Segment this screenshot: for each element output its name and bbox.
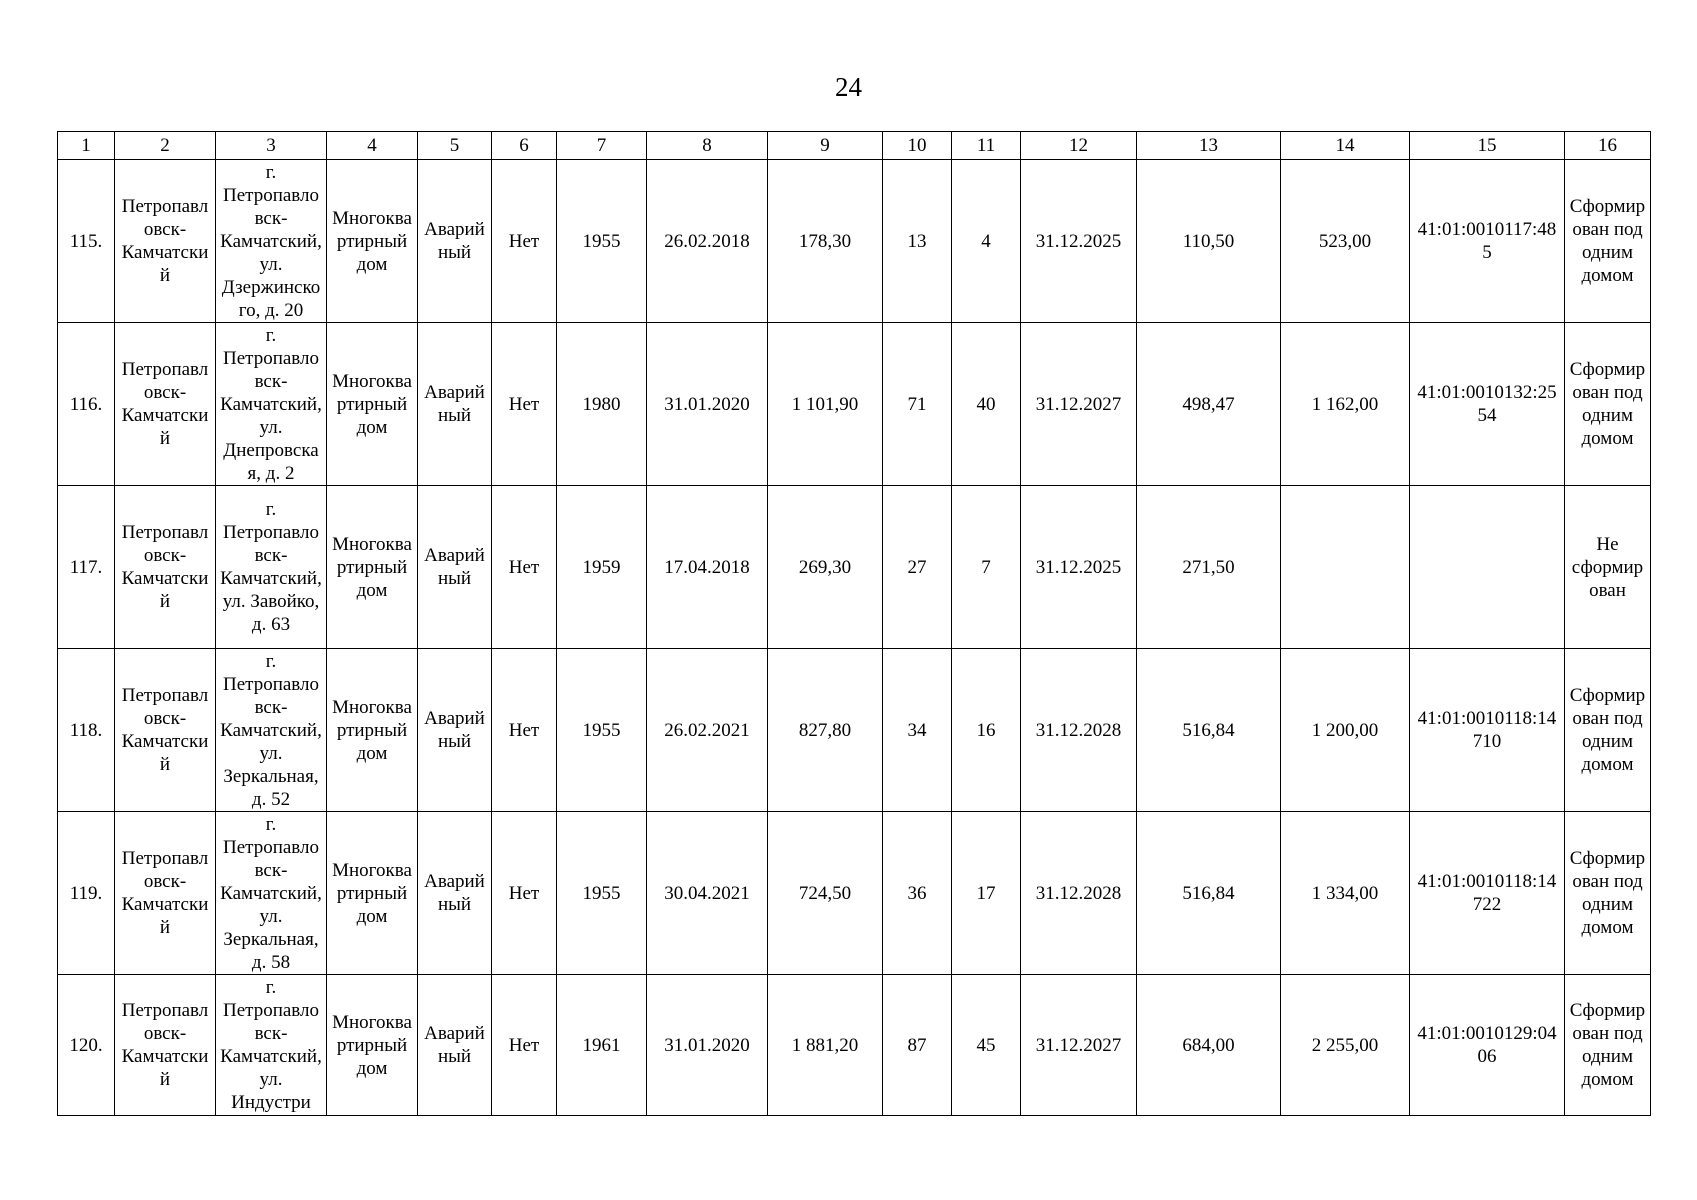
column-number-cell: 6	[492, 132, 557, 160]
column-number-cell: 16	[1565, 132, 1651, 160]
city-cell: Петропавловск-Камчатский	[115, 812, 216, 975]
column-11-cell: 45	[952, 975, 1021, 1116]
building-type-cell: Многоквартирный дом	[327, 486, 418, 649]
cadastral-number-cell: 41:01:0010118:14722	[1410, 812, 1565, 975]
column-11-cell: 16	[952, 649, 1021, 812]
column-10-cell: 36	[883, 812, 952, 975]
deadline-cell: 31.12.2028	[1021, 649, 1137, 812]
year-built-cell: 1980	[557, 323, 647, 486]
column-number-cell: 7	[557, 132, 647, 160]
recognition-date-cell: 30.04.2021	[647, 812, 768, 975]
table-row	[58, 486, 1651, 649]
housing-register-table	[57, 131, 1651, 1116]
column-number-cell: 4	[327, 132, 418, 160]
column-14-cell: 1 162,00	[1281, 323, 1410, 486]
address-cell: г. Петропавловск-Камчатский, ул. Зеркальная, д. 52	[216, 649, 327, 812]
row-number-cell: 118.	[58, 649, 115, 812]
column-6-cell: Нет	[492, 486, 557, 649]
column-number-cell: 3	[216, 132, 327, 160]
column-11-cell: 4	[952, 160, 1021, 323]
area-cell: 178,30	[768, 160, 883, 323]
column-number-cell: 13	[1137, 132, 1281, 160]
column-13-cell: 684,00	[1137, 975, 1281, 1116]
column-14-cell	[1281, 486, 1410, 649]
city-cell: Петропавловск-Камчатский	[115, 160, 216, 323]
row-number-cell: 119.	[58, 812, 115, 975]
land-status-cell: Сформирован под одним домом	[1565, 975, 1651, 1116]
year-built-cell: 1961	[557, 975, 647, 1116]
recognition-date-cell: 31.01.2020	[647, 975, 768, 1116]
cadastral-number-cell: 41:01:0010132:2554	[1410, 323, 1565, 486]
column-13-cell: 516,84	[1137, 812, 1281, 975]
area-cell: 269,30	[768, 486, 883, 649]
column-13-cell: 110,50	[1137, 160, 1281, 323]
table-row	[58, 975, 1651, 1116]
column-number-cell: 5	[418, 132, 492, 160]
row-number-cell: 115.	[58, 160, 115, 323]
deadline-cell: 31.12.2027	[1021, 975, 1137, 1116]
building-type-cell: Многоквартирный дом	[327, 649, 418, 812]
table-body	[58, 132, 1651, 1116]
column-14-cell: 1 334,00	[1281, 812, 1410, 975]
column-6-cell: Нет	[492, 975, 557, 1116]
column-6-cell: Нет	[492, 160, 557, 323]
area-cell: 827,80	[768, 649, 883, 812]
land-status-cell: Сформирован под одним домом	[1565, 323, 1651, 486]
row-number-cell: 116.	[58, 323, 115, 486]
building-status-cell: Аварийный	[418, 975, 492, 1116]
building-status-cell: Аварийный	[418, 486, 492, 649]
column-number-cell: 8	[647, 132, 768, 160]
cadastral-number-cell: 41:01:0010117:485	[1410, 160, 1565, 323]
column-10-cell: 87	[883, 975, 952, 1116]
column-number-cell: 12	[1021, 132, 1137, 160]
year-built-cell: 1955	[557, 812, 647, 975]
column-6-cell: Нет	[492, 649, 557, 812]
city-cell: Петропавловск-Камчатский	[115, 649, 216, 812]
column-11-cell: 17	[952, 812, 1021, 975]
address-cell: г. Петропавловск-Камчатский, ул. Индустри	[216, 975, 327, 1116]
cadastral-number-cell: 41:01:0010129:0406	[1410, 975, 1565, 1116]
table-row	[58, 323, 1651, 486]
table-row	[58, 812, 1651, 975]
address-cell: г. Петропавловск-Камчатский, ул. Завойко, д. 63	[216, 486, 327, 649]
area-cell: 1 101,90	[768, 323, 883, 486]
year-built-cell: 1955	[557, 649, 647, 812]
column-number-cell: 1	[58, 132, 115, 160]
cadastral-number-cell	[1410, 486, 1565, 649]
column-13-cell: 498,47	[1137, 323, 1281, 486]
column-13-cell: 516,84	[1137, 649, 1281, 812]
column-number-cell: 9	[768, 132, 883, 160]
deadline-cell: 31.12.2025	[1021, 160, 1137, 323]
building-type-cell: Многоквартирный дом	[327, 323, 418, 486]
building-type-cell: Многоквартирный дом	[327, 812, 418, 975]
year-built-cell: 1955	[557, 160, 647, 323]
city-cell: Петропавловск-Камчатский	[115, 975, 216, 1116]
land-status-cell: Не сформирован	[1565, 486, 1651, 649]
land-status-cell: Сформирован под одним домом	[1565, 649, 1651, 812]
building-type-cell: Многоквартирный дом	[327, 160, 418, 323]
column-number-cell: 2	[115, 132, 216, 160]
column-14-cell: 2 255,00	[1281, 975, 1410, 1116]
building-status-cell: Аварийный	[418, 323, 492, 486]
area-cell: 1 881,20	[768, 975, 883, 1116]
column-6-cell: Нет	[492, 323, 557, 486]
address-cell: г. Петропавловск-Камчатский, ул. Дзержинского, д. 20	[216, 160, 327, 323]
column-13-cell: 271,50	[1137, 486, 1281, 649]
column-14-cell: 523,00	[1281, 160, 1410, 323]
deadline-cell: 31.12.2028	[1021, 812, 1137, 975]
deadline-cell: 31.12.2027	[1021, 323, 1137, 486]
year-built-cell: 1959	[557, 486, 647, 649]
recognition-date-cell: 26.02.2018	[647, 160, 768, 323]
column-number-cell: 10	[883, 132, 952, 160]
address-cell: г. Петропавловск-Камчатский, ул. Зеркальная, д. 58	[216, 812, 327, 975]
table-row	[58, 160, 1651, 323]
city-cell: Петропавловск-Камчатский	[115, 486, 216, 649]
column-number-row	[58, 132, 1651, 160]
column-11-cell: 40	[952, 323, 1021, 486]
column-10-cell: 27	[883, 486, 952, 649]
address-cell: г. Петропавловск-Камчатский, ул. Днепровская, д. 2	[216, 323, 327, 486]
city-cell: Петропавловск-Камчатский	[115, 323, 216, 486]
column-number-cell: 14	[1281, 132, 1410, 160]
recognition-date-cell: 31.01.2020	[647, 323, 768, 486]
column-10-cell: 71	[883, 323, 952, 486]
table-row	[58, 649, 1651, 812]
land-status-cell: Сформирован под одним домом	[1565, 812, 1651, 975]
column-10-cell: 34	[883, 649, 952, 812]
area-cell: 724,50	[768, 812, 883, 975]
recognition-date-cell: 17.04.2018	[647, 486, 768, 649]
building-status-cell: Аварийный	[418, 649, 492, 812]
deadline-cell: 31.12.2025	[1021, 486, 1137, 649]
row-number-cell: 117.	[58, 486, 115, 649]
land-status-cell: Сформирован под одним домом	[1565, 160, 1651, 323]
building-type-cell: Многоквартирный дом	[327, 975, 418, 1116]
page-number: 24	[835, 72, 862, 102]
building-status-cell: Аварийный	[418, 160, 492, 323]
column-6-cell: Нет	[492, 812, 557, 975]
column-14-cell: 1 200,00	[1281, 649, 1410, 812]
building-status-cell: Аварийный	[418, 812, 492, 975]
column-10-cell: 13	[883, 160, 952, 323]
column-number-cell: 15	[1410, 132, 1565, 160]
row-number-cell: 120.	[58, 975, 115, 1116]
column-11-cell: 7	[952, 486, 1021, 649]
column-number-cell: 11	[952, 132, 1021, 160]
cadastral-number-cell: 41:01:0010118:14710	[1410, 649, 1565, 812]
recognition-date-cell: 26.02.2021	[647, 649, 768, 812]
